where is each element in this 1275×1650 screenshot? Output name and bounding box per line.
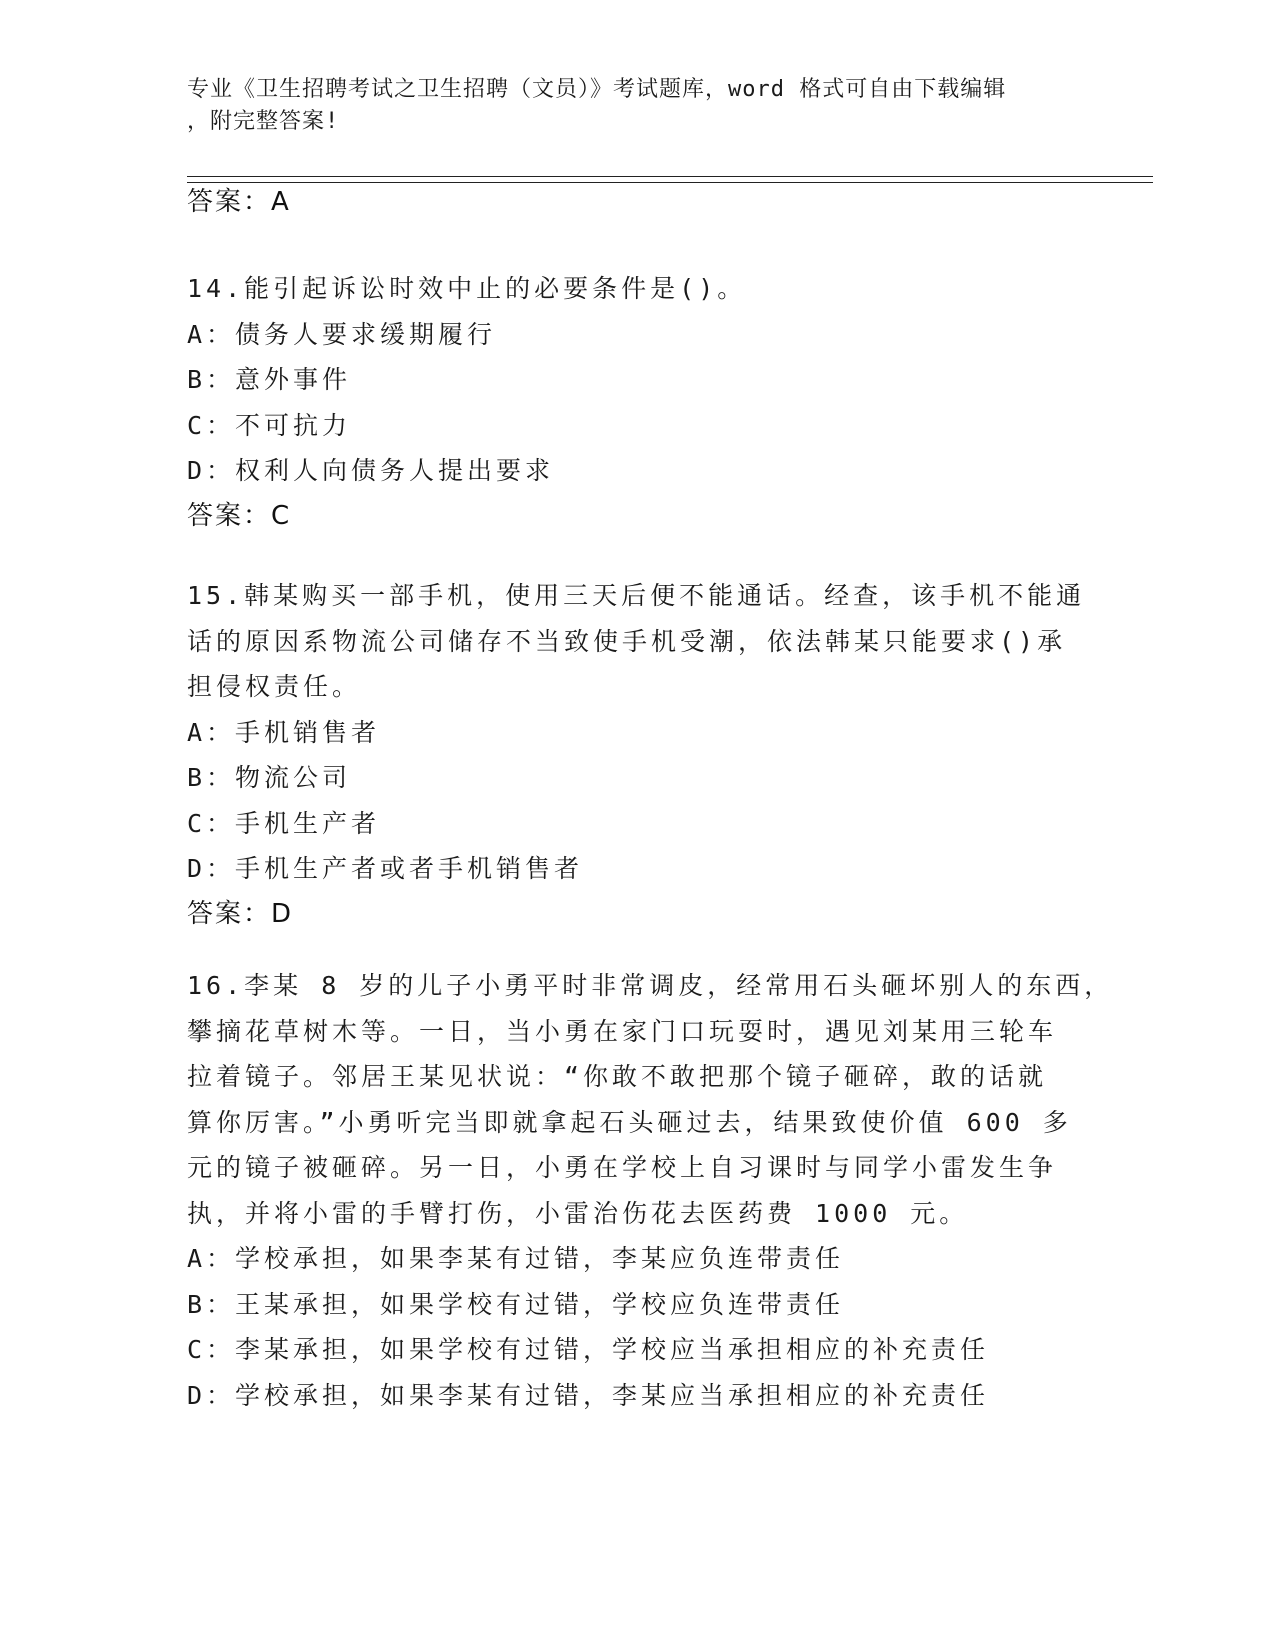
previous-answer: 答案：A [187, 187, 291, 217]
question-15 [187, 573, 1087, 936]
option-a: A：学校承担，如果李某有过错，李某应负连带责任 [187, 1244, 845, 1273]
question-stem-line: 元的镜子被砸碎。另一日，小勇在学校上自习课时与同学小雷发生争 [187, 1153, 1058, 1182]
question-stem-line: 话的原因系物流公司储存不当致使手机受潮，依法韩某只能要求()承 [187, 626, 1067, 656]
option-d: D：学校承担，如果李某有过错，李某应当承担相应的补充责任 [187, 1380, 990, 1410]
option-a: A：手机销售者 [187, 717, 381, 747]
question-stem-line: 执，并将小雷的手臂打伤，小雷治伤花去医药费 1000 元。 [187, 1198, 969, 1228]
option-b: B：王某承担，如果学校有过错，学校应负连带责任 [187, 1289, 845, 1319]
option-d: D：手机生产者或者手机销售者 [187, 854, 584, 883]
option-b: B：意外事件 [187, 365, 352, 394]
question-stem-line: 拉着镜子。邻居王某见状说：“你敢不敢把那个镜子砸碎，敢的话就 [187, 1062, 1048, 1091]
option-c: C：不可抗力 [187, 410, 352, 440]
header-line-2: ，附完整答案! [187, 109, 340, 134]
question-14 [187, 266, 1087, 538]
option-c: C：李某承担，如果学校有过错，学校应当承担相应的补充责任 [187, 1335, 990, 1364]
question-stem-line: 15.韩某购买一部手机，使用三天后便不能通话。经查，该手机不能通 [187, 581, 1086, 610]
option-c: C：手机生产者 [187, 808, 381, 838]
answer: 答案：C [187, 500, 292, 531]
header-divider-top [187, 176, 1153, 177]
question-stem-line: 16.李某 8 岁的儿子小勇平时非常调皮，经常用石头砸坏别人的东西， [187, 971, 1114, 1000]
option-d: D：权利人向债务人提出要求 [187, 456, 555, 485]
question-stem-line: 担侵权责任。 [187, 672, 362, 701]
question-16 [187, 963, 1114, 1418]
option-b: B：物流公司 [187, 763, 352, 792]
answer: 答案：D [187, 898, 294, 929]
question-stem-line: 攀摘花草树木等。一日，当小勇在家门口玩耍时，遇见刘某用三轮车 [187, 1016, 1058, 1046]
option-a: A：债务人要求缓期履行 [187, 319, 497, 349]
question-stem-line: 算你厉害。”小勇听完当即就拿起石头砸过去，结果致使价值 600 多 [187, 1107, 1072, 1137]
header-line-1: 专业《卫生招聘考试之卫生招聘（文员）》考试题库，word 格式可自由下载编辑 [187, 77, 1007, 102]
document-header [187, 74, 1087, 138]
question-stem: 14.能引起诉讼时效中止的必要条件是()。 [187, 274, 747, 303]
